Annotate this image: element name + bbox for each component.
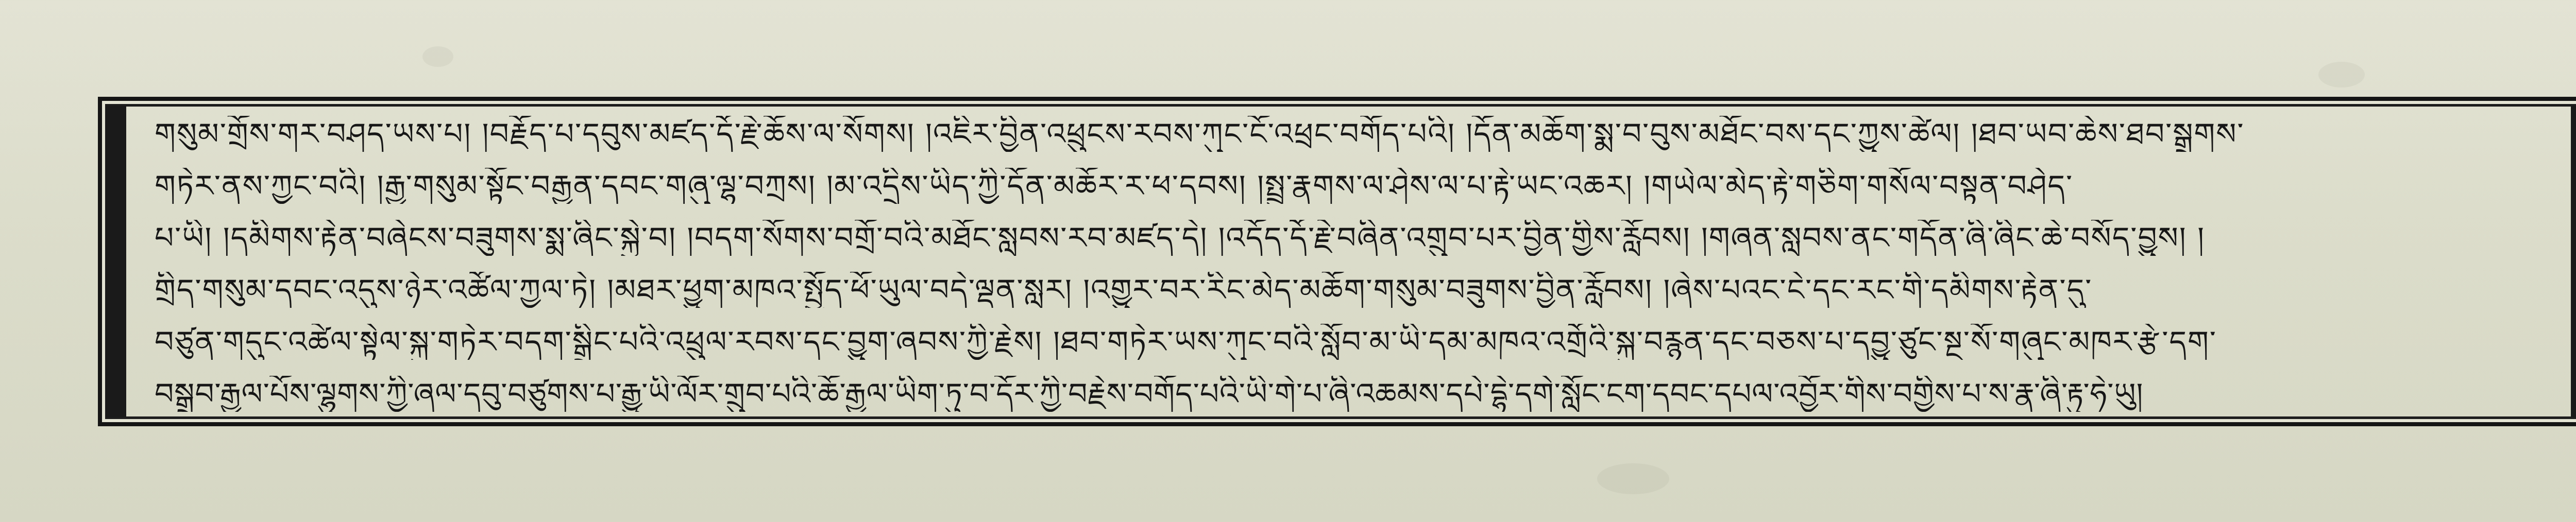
text-line-6: བསྒྲུབ་རྒྱལ་པོས་ལྷུགས་ཀྱི་ཞལ་དབུ་བཙུགས་པ་རྒྱུ་ཡི་ལོར་གྲུབ་པའི་ཆོ་རྒྱལ་ཡིག་ཏུ་བ་དོར་ཀྱི་བརྗེས་བགོད་པའི་ཡི་གེ་པ་ཞི་འཆམས་དཔེ་དྷེ་དགེ་སློང་ངག་དབང་དཔལ་འབྱོར་གིས་བགྱིས་པ་ས་རྣ་ཞི་རྟུ་ཧེ་ཡུ།	[155, 376, 2144, 411]
text-line-5: བཙུན་གདུང་འཚེལ་སྟེལ་སྐུ་གཏེར་བདག་སྒྲིང་པའི་འཕྲུལ་རབས་དང་བྱུག་ཞབས་ཀྱི་རྗེས། །ཐབ་གཏེར་ཡས་ཀུང་བའི་སློབ་མ་ཡི་དམ་མཁའ་འགྲོའི་སྐུ་བརྙན་དང་བཅས་པ་དབྱུ་ཙུང་སྔ་སོ་གཞུང་མཁར་རྩེ་དག་	[155, 324, 2217, 359]
text-line-4: གྲིད་གསུམ་དབང་འདུས་ཉེར་འཚོལ་ཀྱལ་ཏེ། །མཐར་ཕྱུག་མཁའ་སྤྱོད་ཕོ་ཡུལ་བདེ་ལྡན་སླར། །འགྱུར་བར་རིང་མེད་མཆོག་གསུམ་བཟུགས་བྱིན་རློབས། །ཞེས་པའང་ངེ་དང་རང་གི་དམིགས་རྟེན་དུ་	[155, 272, 2093, 307]
text-line-2: གཏེར་ནས་ཀྱང་བའི། །རྒྱ་གསུམ་སྟོང་བརྒྱན་དབང་གཞུ་ལྷ་བཀྲས། །མ་འདྲིས་ཡིད་ཀྱི་དོན་མཆོར་ར་ཕ་དབས། །སྤྲུ་རྣགས་ལ་ཤེས་ལ་པ་རྟེ་ཡང་འཆར། །གཡེལ་མེད་རྟེ་གཅིག་གསོལ་བསྟན་བཤེད་	[155, 168, 2074, 203]
tibetan-text-block	[155, 116, 2550, 412]
paper-stain	[1597, 463, 1669, 494]
frame-right-bar	[2571, 106, 2576, 417]
paper-stain	[422, 46, 453, 67]
text-line-1: གསུམ་གྲོས་གར་བཤད་ཡས་པ། །བརྗོད་པ་དབུས་མཛད་དོ་རྗེ་ཆོས་ལ་སོགས། །འཇིར་བྱིན་འཕྲུངས་རབས་ཀུང་ངོ་འཕྲང་བགོད་པའི། །དོན་མཆོག་སྨྲ་བ་བུས་མཐོང་བས་དང་ཀྱུས་ཚེལ། །ཐབ་ཡབ་ཆེས་ཐབ་སྒྲུགས་	[155, 116, 2245, 151]
text-line-3: པ་ཡི། །དམིགས་རྟེན་བཞེངས་བཟུགས་སྨྲ་ཞིང་སྐྱེ་བ། །བདག་སོགས་བགྲོ་བའི་མཐོང་སླབས་རབ་མཛད་དེ། །འདོད་དོ་རྗེ་བཞིན་འགྲུབ་པར་བྱིན་གྱིས་རློབས། །གཞན་སླབས་ནང་གདོན་ཞི་ཞིང་ཆེ་བསོད་བྱུས། །	[155, 220, 2205, 255]
paper-stain	[2318, 62, 2365, 88]
frame-left-bar	[106, 106, 126, 417]
